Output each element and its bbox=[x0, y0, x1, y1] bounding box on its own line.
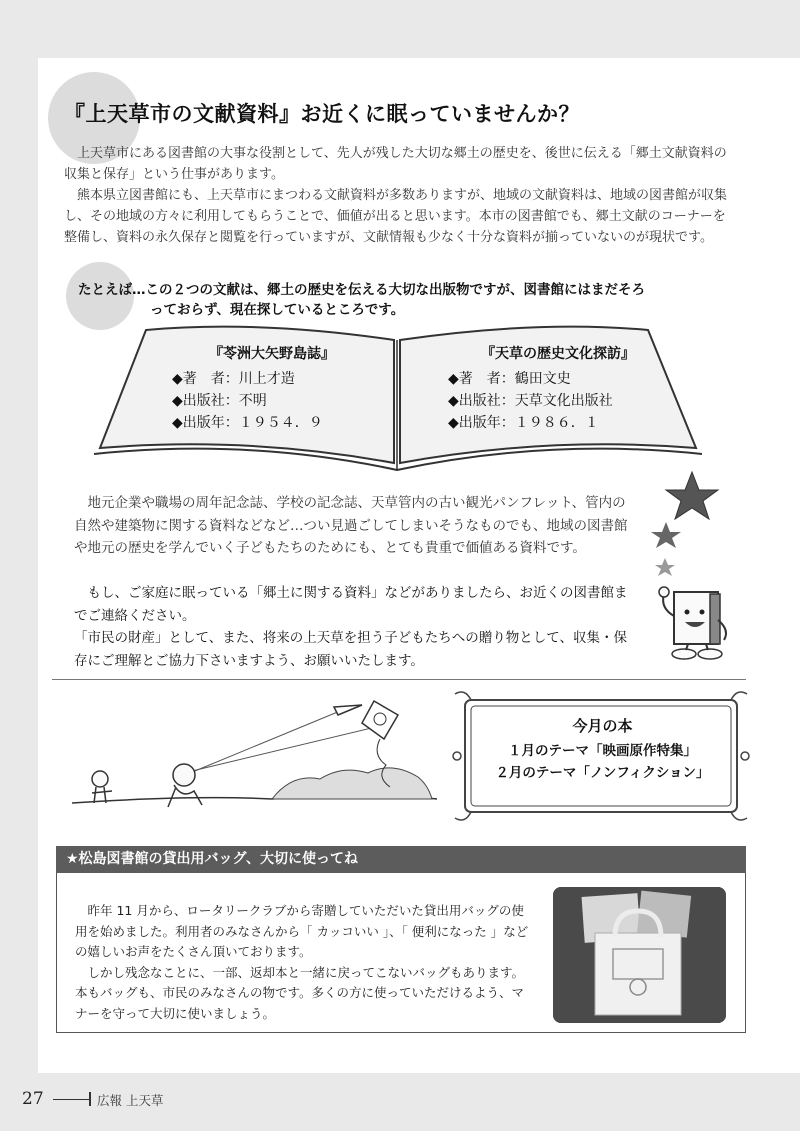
monthly-books-title: 今月の本 bbox=[572, 717, 633, 735]
book-2-title: 『天草の歴史文化探訪』 bbox=[481, 346, 635, 362]
request-text bbox=[74, 582, 634, 672]
kite-flying-illustration bbox=[72, 695, 442, 825]
headline: 『上天草市の文献資料』お近くに眠っていませんか？ bbox=[64, 102, 580, 126]
bag-section-text bbox=[75, 901, 535, 1024]
intro-paragraph-1: 上天草市にある図書館の大事な役割として、先人が残した大切な郷土の歴史を、後世に伝える「郷土文献資料の収集と保存」という仕事があります。 bbox=[64, 146, 727, 182]
medium-star-icon bbox=[651, 522, 681, 548]
book-left-page bbox=[172, 343, 372, 434]
book-2-year: ◆出版年：１９８６．１ bbox=[448, 415, 599, 431]
footer-tick bbox=[89, 1092, 91, 1106]
request-paragraph-1: もし、ご家庭に眠っている「郷土に関する資料」などがありましたら、お近くの図書館までご連絡ください。 bbox=[74, 585, 628, 624]
footer-rule bbox=[53, 1099, 89, 1100]
small-star-icon bbox=[655, 558, 675, 576]
resource-examples-paragraph: 地元企業や職場の周年記念誌、学校の記念誌、天草管内の古い観光パンフレット、管内の自然や建築物に関する資料などなど…つい見過ごしてしまいそうなものでも、地域の図書館や地元の歴史を学んでいく子どもたちのためにも、とても貴重で価値ある資料です。 bbox=[74, 495, 628, 556]
book-1-author: ◆著 者：川上才造 bbox=[172, 371, 295, 387]
book-right-page bbox=[448, 343, 668, 434]
monthly-theme-february: ２月のテーマ「ノンフィクション」 bbox=[495, 765, 710, 781]
page-number: 27 bbox=[22, 1089, 44, 1109]
example-line-2: っておらず、現在探しているところです。 bbox=[150, 302, 405, 318]
bag-paragraph-2: しかし残念なことに、一部、返却本と一緒に戻ってこないバッグもあります。本もバッグも、市民のみなさんの物です。多くの方に使っていただけるよう、マナーを守って大切に使いましょう。 bbox=[75, 964, 525, 1021]
bag-paragraph-1: 昨年 11 月から、ロータリークラブから寄贈していただいた貸出用バッグの使用を始めました。利用者のみなさんから「 カッコいい 」、「 便利になった 」などの嬉しいお声をたくさん頂いております。 bbox=[75, 903, 529, 959]
monthly-books-box bbox=[470, 715, 735, 784]
book-mascot-illustration bbox=[650, 470, 740, 670]
example-line-1: たとえば…この２つの文献は、郷土の歴史を伝える大切な出版物ですが、図書館にはまだそろ bbox=[78, 282, 645, 298]
book-2-publisher: ◆出版社：天草文化出版社 bbox=[448, 393, 613, 409]
bag-section-header: ★松島図書館の貸出用バッグ、大切に使ってね bbox=[56, 846, 746, 873]
book-1-year: ◆出版年：１９５４．９ bbox=[172, 415, 323, 431]
book-1-publisher: ◆出版社：不明 bbox=[172, 393, 267, 409]
book-2-author: ◆著 者：鶴田文史 bbox=[448, 371, 571, 387]
resource-examples-text bbox=[74, 492, 634, 560]
monthly-theme-january: １月のテーマ「映画原作特集」 bbox=[508, 743, 697, 759]
library-bag-photo bbox=[553, 887, 726, 1023]
intro-paragraph-2: 熊本県立図書館にも、上天草市にまつわる文献資料が多数ありますが、地域の文献資料は、地域の図書館が収集し、その地域の方々に利用してもらうことで、価値が出ると思います。本市の図書館でも、郷土文献のコーナーを整備し、資料の永久保存と閲覧を行っていますが、文献情報も少なく十分な資料が揃っていないのが現状です。 bbox=[64, 188, 728, 245]
book-1-title: 『苓洲大矢野島誌』 bbox=[209, 346, 335, 362]
request-paragraph-2: 「市民の財産」として、また、将来の上天草を担う子どもたちへの贈り物として、収集・保存にご理解とご協力下さいますよう、お願いいたします。 bbox=[74, 630, 627, 669]
example-note bbox=[78, 280, 738, 320]
publication-name: 広報 上天草 bbox=[97, 1093, 164, 1108]
large-star-icon bbox=[666, 472, 718, 519]
section-divider bbox=[52, 679, 746, 680]
intro-text bbox=[64, 143, 732, 248]
